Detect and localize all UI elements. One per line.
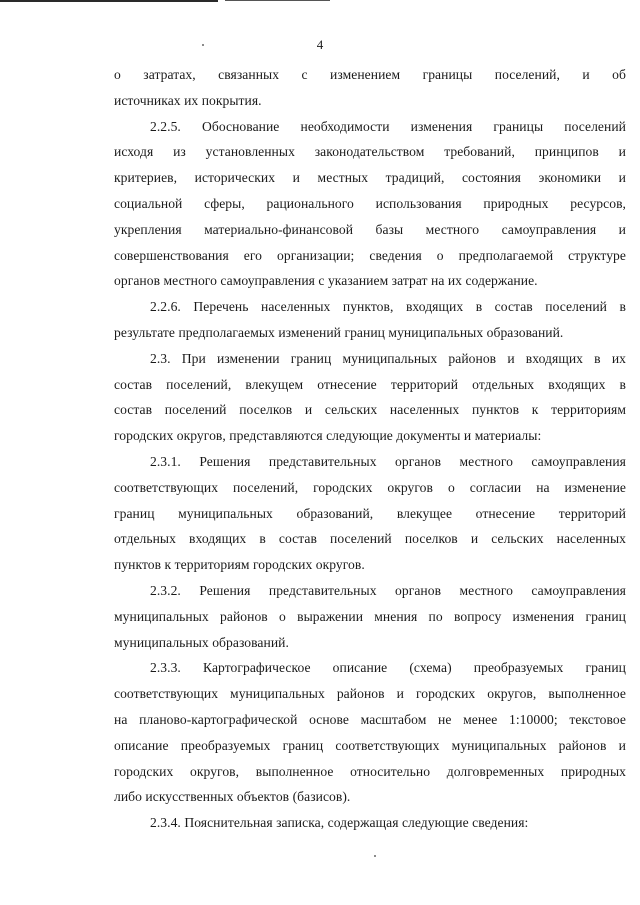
paragraph-p-2-3-1 [114,449,626,578]
paragraph-p-2-2-4-cont [114,62,626,114]
text-line: органов местного самоуправления с указанием затрат на их содержание. [114,273,538,289]
text-line: соответствующих поселений, городских округов о согласии на изменение [114,479,626,495]
text-line: городских округов, представляются следующие документы и материалы: [114,428,542,444]
text-line: состав поселений поселков и сельских населенных пунктов к территориям [114,402,626,418]
text-line: состав поселений, влекущем отнесение территорий отдельных входящих в [114,376,626,392]
text-line: либо искусственных объектов (базисов). [114,789,351,805]
text-line: 2.3. При изменении границ муниципальных районов и входящих в их [150,350,626,366]
paragraph-p-2-2-6 [114,294,626,346]
text-line: источниках их покрытия. [114,92,262,108]
text-line: описание преобразуемых границ соответствующих муниципальных районов и [114,737,626,753]
text-line: пунктов к территориям городских округов. [114,557,365,573]
text-line: 2.3.2. Решения представительных органов местного самоуправления [150,582,626,598]
text-line: соответствующих муниципальных районов и городских округов, выполненное [114,686,626,702]
text-line: социальной сферы, рационального использования природных ресурсов, [114,195,626,211]
text-line: результате предполагаемых изменений границ муниципальных образований. [114,324,564,340]
text-line: 2.2.6. Перечень населенных пунктов, входящих в состав поселений в [150,299,626,315]
text-line: отдельных входящих в состав поселений поселков и сельских населенных [114,531,626,547]
text-line: границ муниципальных образований, влекущее отнесение территорий [114,505,626,521]
paragraph-p-2-3-2 [114,578,626,655]
text-line: совершенствования его организации; сведения о предполагаемой структуре [114,247,626,263]
scan-edge-line [225,0,330,1]
scan-edge-line [0,0,218,2]
paragraph-p-2-3-3 [114,655,626,810]
document-body [114,62,626,836]
text-line: 2.3.3. Картографическое описание (схема) преобразуемых границ [150,660,626,676]
paragraph-p-2-3-4 [114,810,626,836]
scan-speck [374,855,376,857]
paragraph-p-2-3 [114,346,626,449]
text-line: муниципальных районов о выражении мнения по вопросу изменения границ [114,608,626,624]
text-line: на планово-картографической основе масштабом не менее 1:10000; текстовое [114,711,626,727]
text-line: критериев, исторических и местных традиций, состояния экономики и [114,170,626,186]
text-line: городских округов, выполненное относительно долговременных природных [114,763,626,779]
paragraph-p-2-2-5 [114,114,626,295]
text-line: укрепления материально-финансовой базы местного самоуправления и [114,221,626,237]
text-line: о затратах, связанных с изменением границы поселений, и об [114,67,626,82]
text-line: муниципальных образований. [114,634,289,650]
text-line: 2.3.4. Пояснительная записка, содержащая следующие сведения: [150,815,529,831]
page-number: 4 [316,37,324,52]
text-line: исходя из установленных законодательством требований, принципов и [114,144,626,160]
text-line: 2.2.5. Обоснование необходимости изменения границы поселений [150,118,626,134]
text-line: 2.3.1. Решения представительных органов местного самоуправления [150,453,626,469]
